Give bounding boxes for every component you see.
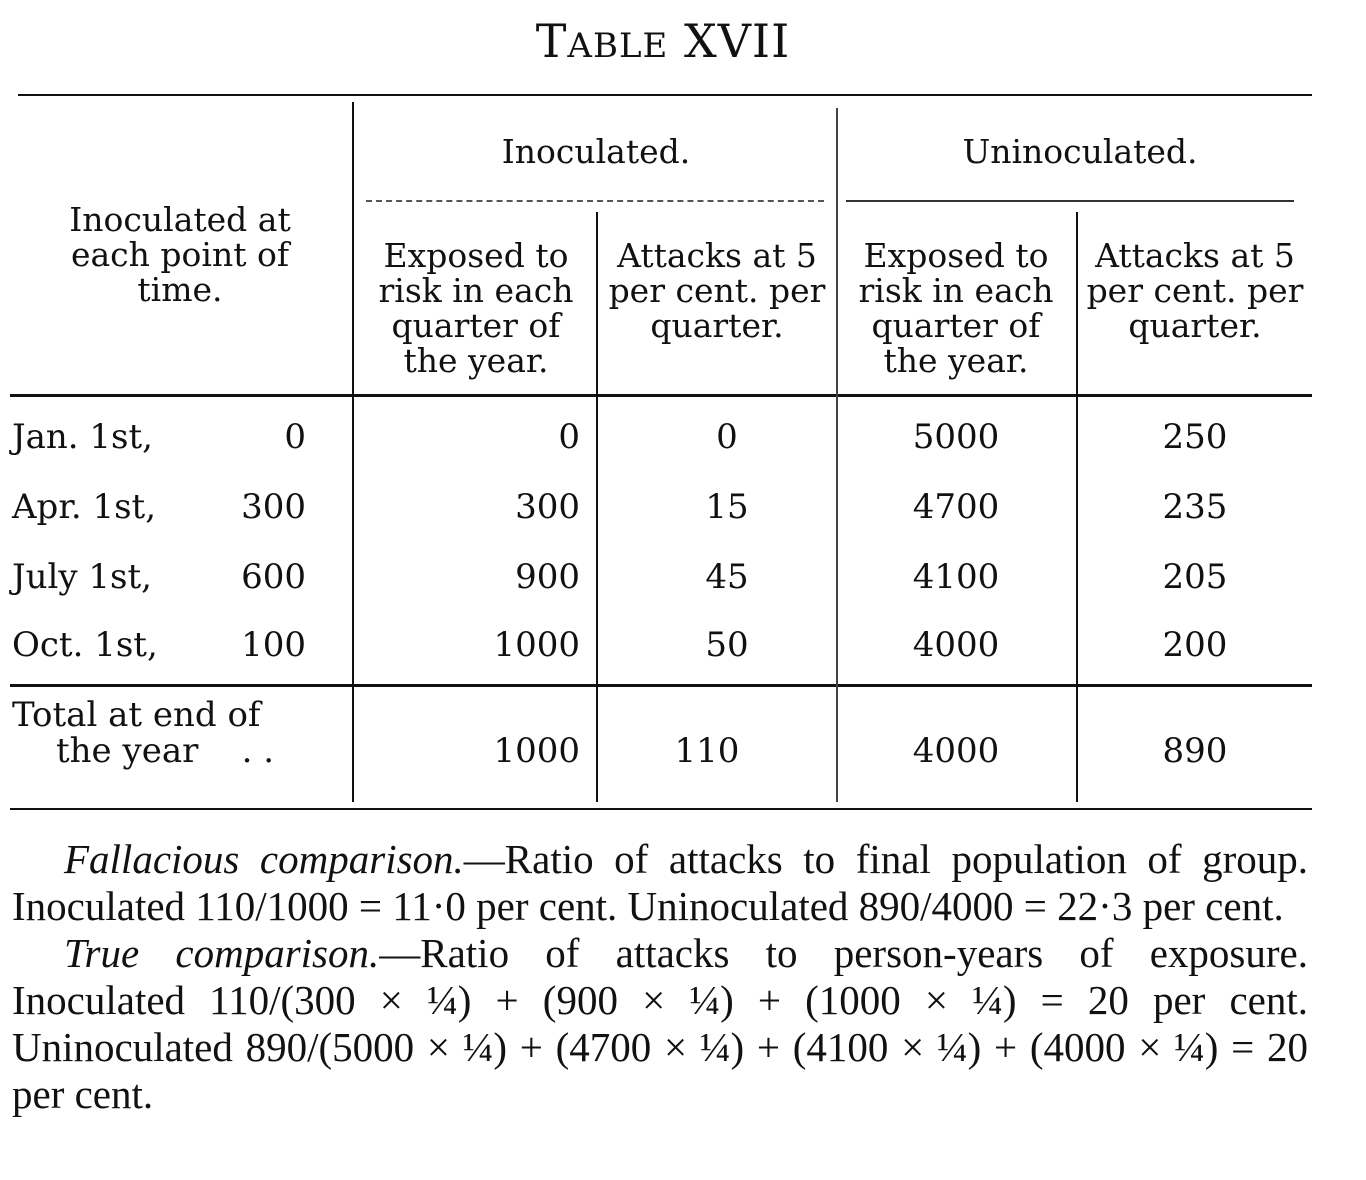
inoculated-attacks-value: 0 xyxy=(716,417,738,457)
inoculated-attacks-value: 50 xyxy=(705,625,749,665)
row-date: July 1st, xyxy=(12,557,152,597)
uninoculated-exposed-value: 4700 xyxy=(912,487,1000,527)
uninoculated-attacks-header: Attacks at 5 per cent. per quarter. xyxy=(1086,236,1304,345)
row-count: 600 xyxy=(241,557,306,597)
true-heading: True comparison. xyxy=(64,930,380,976)
uninoculated-attacks-value: 250 xyxy=(1162,417,1228,457)
column-divider-2 xyxy=(596,212,598,802)
uninoculated-exposed-header: Exposed to risk in each quarter of the year. xyxy=(858,236,1054,380)
title-numeral: XVII xyxy=(668,14,791,68)
column-divider-3 xyxy=(836,108,838,802)
inoculated-exposed-value: 0 xyxy=(558,417,580,457)
inoculated-attacks-header: Attacks at 5 per cent. per quarter. xyxy=(608,236,826,345)
title-lead: T xyxy=(535,14,568,68)
inoculated-attacks-value: 45 xyxy=(705,557,749,597)
fallacious-comparison-paragraph xyxy=(12,836,1308,930)
row-count: 100 xyxy=(241,625,306,665)
uninoculated-attacks-value: 205 xyxy=(1162,557,1228,597)
total-rule xyxy=(10,684,1312,687)
fallacious-heading: Fallacious comparison. xyxy=(64,836,464,882)
uninoculated-exposed-value: 4000 xyxy=(912,625,1000,665)
uninoculated-attacks-value: 200 xyxy=(1162,625,1228,665)
inoculated-exposed-value: 1000 xyxy=(493,625,580,665)
total-uninoculated-exposed: 4000 xyxy=(912,731,1000,771)
row-date: Apr. 1st, xyxy=(12,487,157,527)
total-inoculated-attacks: 110 xyxy=(674,731,740,771)
total-label-line1: Total at end of xyxy=(12,695,261,735)
top-rule xyxy=(18,94,1312,96)
data-table xyxy=(10,94,1312,810)
row-count: 300 xyxy=(241,487,306,527)
uninoculated-group-rule xyxy=(846,200,1294,202)
true-comparison-paragraph xyxy=(12,930,1308,1118)
notes xyxy=(12,836,1308,1118)
bottom-rule xyxy=(10,808,1312,810)
total-uninoculated-attacks: 890 xyxy=(1162,731,1228,771)
uninoculated-exposed-value: 5000 xyxy=(912,417,1000,457)
uninoculated-group-header: Uninoculated. xyxy=(962,132,1198,171)
header-bottom-rule xyxy=(10,394,1312,397)
inoculated-exposed-header: Exposed to risk in each quarter of the year. xyxy=(378,236,574,380)
row-label-header: Inoculated at each point of time. xyxy=(69,200,291,309)
inoculated-exposed-value: 300 xyxy=(515,487,580,527)
row-date: Oct. 1st, xyxy=(12,625,158,665)
total-inoculated-exposed: 1000 xyxy=(493,731,580,771)
column-divider-1 xyxy=(352,102,354,802)
column-divider-4 xyxy=(1076,212,1078,802)
table-title xyxy=(0,14,1326,68)
total-label-line2: the year . . xyxy=(56,731,274,771)
row-date: Jan. 1st, xyxy=(12,417,153,457)
inoculated-group-header: Inoculated. xyxy=(501,132,691,171)
uninoculated-attacks-value: 235 xyxy=(1162,487,1228,527)
inoculated-group-rule xyxy=(366,200,824,202)
true-text: —Ratio of attacks to person-years of exposure. Inoculated 110/(300 × ¼) + (900 × ¼) + (1000 × ¼) = 20 per cent. Uninoculated 890/(5000 × ¼) + (4700 × ¼) + (4100 × ¼) + (4000 × ¼) = 20 per cent. xyxy=(12,930,1308,1117)
row-count: 0 xyxy=(284,417,306,457)
inoculated-attacks-value: 15 xyxy=(705,487,749,527)
title-small-caps: ABLE xyxy=(567,26,669,66)
uninoculated-exposed-value: 4100 xyxy=(912,557,1000,597)
inoculated-exposed-value: 900 xyxy=(515,557,580,597)
fallacious-text: —Ratio of attacks to final population of group. Inoculated 110/1000 = 11·0 per cent. Uninoculated 890/4000 = 22·3 per cent. xyxy=(12,836,1308,929)
